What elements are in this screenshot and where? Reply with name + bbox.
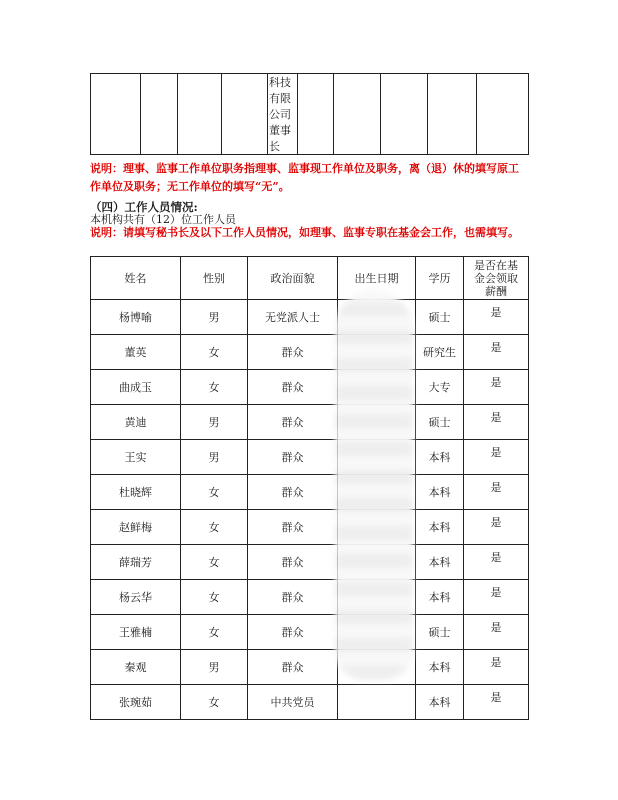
cell-name: 杨云华 bbox=[91, 580, 181, 615]
cell-paid: 是 bbox=[464, 405, 529, 440]
cell-education: 本科 bbox=[416, 545, 464, 580]
cell-name: 王雅楠 bbox=[91, 615, 181, 650]
cell-political: 群众 bbox=[248, 475, 338, 510]
cell-education: 本科 bbox=[416, 580, 464, 615]
header-gender: 性别 bbox=[181, 257, 248, 300]
table-row bbox=[91, 405, 529, 440]
cell-education: 本科 bbox=[416, 440, 464, 475]
header-education: 学历 bbox=[416, 257, 464, 300]
cell-name: 黄迪 bbox=[91, 405, 181, 440]
cell-paid: 是 bbox=[464, 440, 529, 475]
cell-paid: 是 bbox=[464, 475, 529, 510]
table-row bbox=[91, 615, 529, 650]
cell-paid: 是 bbox=[464, 370, 529, 405]
table-row bbox=[91, 545, 529, 580]
cell-political: 无党派人士 bbox=[248, 300, 338, 335]
cell-paid: 是 bbox=[464, 335, 529, 370]
cell-paid: 是 bbox=[464, 510, 529, 545]
table-cell bbox=[91, 74, 141, 155]
council-position-note: 说明：理事、监事工作单位职务指理事、监事现工作单位及职务，离（退）休的填写原工作单位及职务；无工作单位的填写“无”。 bbox=[90, 162, 519, 193]
cell-gender: 女 bbox=[181, 510, 248, 545]
cell-political: 群众 bbox=[248, 370, 338, 405]
header-political: 政治面貌 bbox=[248, 257, 338, 300]
stacked-line: 董事 bbox=[269, 124, 291, 137]
cell-paid: 是 bbox=[464, 580, 529, 615]
table-header-row bbox=[91, 257, 529, 300]
cell-name: 秦观 bbox=[91, 650, 181, 685]
cell-political: 群众 bbox=[248, 650, 338, 685]
stacked-line: 长 bbox=[269, 140, 280, 153]
header-paid-line: 金会领取 bbox=[474, 271, 518, 285]
header-name: 姓名 bbox=[91, 257, 181, 300]
table-row bbox=[91, 300, 529, 335]
header-paid bbox=[464, 257, 529, 300]
privacy-blur-overlay bbox=[335, 290, 413, 680]
work-unit-position-cell bbox=[268, 74, 298, 155]
stacked-line: 有限 bbox=[269, 92, 291, 105]
cell-education: 大专 bbox=[416, 370, 464, 405]
cell-name: 杜晓辉 bbox=[91, 475, 181, 510]
cell-gender: 女 bbox=[181, 370, 248, 405]
table-cell bbox=[381, 74, 428, 155]
table-cell bbox=[298, 74, 334, 155]
cell-paid: 是 bbox=[464, 545, 529, 580]
cell-name: 杨博喻 bbox=[91, 300, 181, 335]
staff-count-text: 本机构共有（12）位工作人员 bbox=[90, 213, 236, 226]
cell-gender: 女 bbox=[181, 685, 248, 720]
cell-gender: 女 bbox=[181, 580, 248, 615]
cell-name: 薛瑞芳 bbox=[91, 545, 181, 580]
cell-paid: 是 bbox=[464, 685, 529, 720]
cell-name: 王实 bbox=[91, 440, 181, 475]
cell-political: 群众 bbox=[248, 545, 338, 580]
cell-paid: 是 bbox=[464, 615, 529, 650]
cell-education: 本科 bbox=[416, 510, 464, 545]
header-birth: 出生日期 bbox=[338, 257, 416, 300]
cell-political: 群众 bbox=[248, 580, 338, 615]
cell-gender: 男 bbox=[181, 650, 248, 685]
table-cell bbox=[428, 74, 477, 155]
cell-education: 研究生 bbox=[416, 335, 464, 370]
council-table-continuation bbox=[90, 73, 529, 155]
cell-political: 群众 bbox=[248, 335, 338, 370]
cell-gender: 女 bbox=[181, 335, 248, 370]
staff-note: 说明：请填写秘书长及以下工作人员情况，如理事、监事专职在基金会工作，也需填写。 bbox=[90, 226, 519, 239]
cell-education: 本科 bbox=[416, 685, 464, 720]
table-row bbox=[91, 74, 529, 155]
cell-gender: 男 bbox=[181, 300, 248, 335]
table-cell bbox=[477, 74, 529, 155]
cell-education: 硕士 bbox=[416, 405, 464, 440]
cell-political: 中共党员 bbox=[248, 685, 338, 720]
table-cell bbox=[334, 74, 381, 155]
cell-gender: 男 bbox=[181, 440, 248, 475]
header-paid-line: 薪酬 bbox=[485, 284, 507, 298]
cell-paid: 是 bbox=[464, 300, 529, 335]
table-cell bbox=[222, 74, 268, 155]
cell-name: 董英 bbox=[91, 335, 181, 370]
cell-gender: 女 bbox=[181, 545, 248, 580]
cell-name: 曲成玉 bbox=[91, 370, 181, 405]
header-paid-line: 是否在基 bbox=[474, 258, 518, 272]
cell-political: 群众 bbox=[248, 440, 338, 475]
cell-education: 硕士 bbox=[416, 300, 464, 335]
cell-education: 硕士 bbox=[416, 615, 464, 650]
cell-political: 群众 bbox=[248, 615, 338, 650]
table-row bbox=[91, 650, 529, 685]
stacked-line: 公司 bbox=[269, 108, 291, 121]
stacked-line: 科技 bbox=[269, 76, 291, 89]
cell-paid: 是 bbox=[464, 650, 529, 685]
cell-gender: 女 bbox=[181, 475, 248, 510]
table-row bbox=[91, 510, 529, 545]
cell-political: 群众 bbox=[248, 510, 338, 545]
cell-education: 本科 bbox=[416, 475, 464, 510]
cell-education: 本科 bbox=[416, 650, 464, 685]
table-row bbox=[91, 685, 529, 720]
cell-name: 赵鲜梅 bbox=[91, 510, 181, 545]
cell-name: 张琬茹 bbox=[91, 685, 181, 720]
table-row bbox=[91, 475, 529, 510]
table-cell bbox=[141, 74, 178, 155]
staff-table bbox=[90, 256, 529, 720]
table-row bbox=[91, 440, 529, 475]
section-title: （四）工作人员情况: bbox=[90, 200, 198, 214]
table-row bbox=[91, 370, 529, 405]
cell-birth bbox=[338, 685, 416, 720]
table-cell bbox=[178, 74, 222, 155]
cell-political: 群众 bbox=[248, 405, 338, 440]
table-row bbox=[91, 580, 529, 615]
cell-gender: 男 bbox=[181, 405, 248, 440]
table-row bbox=[91, 335, 529, 370]
cell-gender: 女 bbox=[181, 615, 248, 650]
